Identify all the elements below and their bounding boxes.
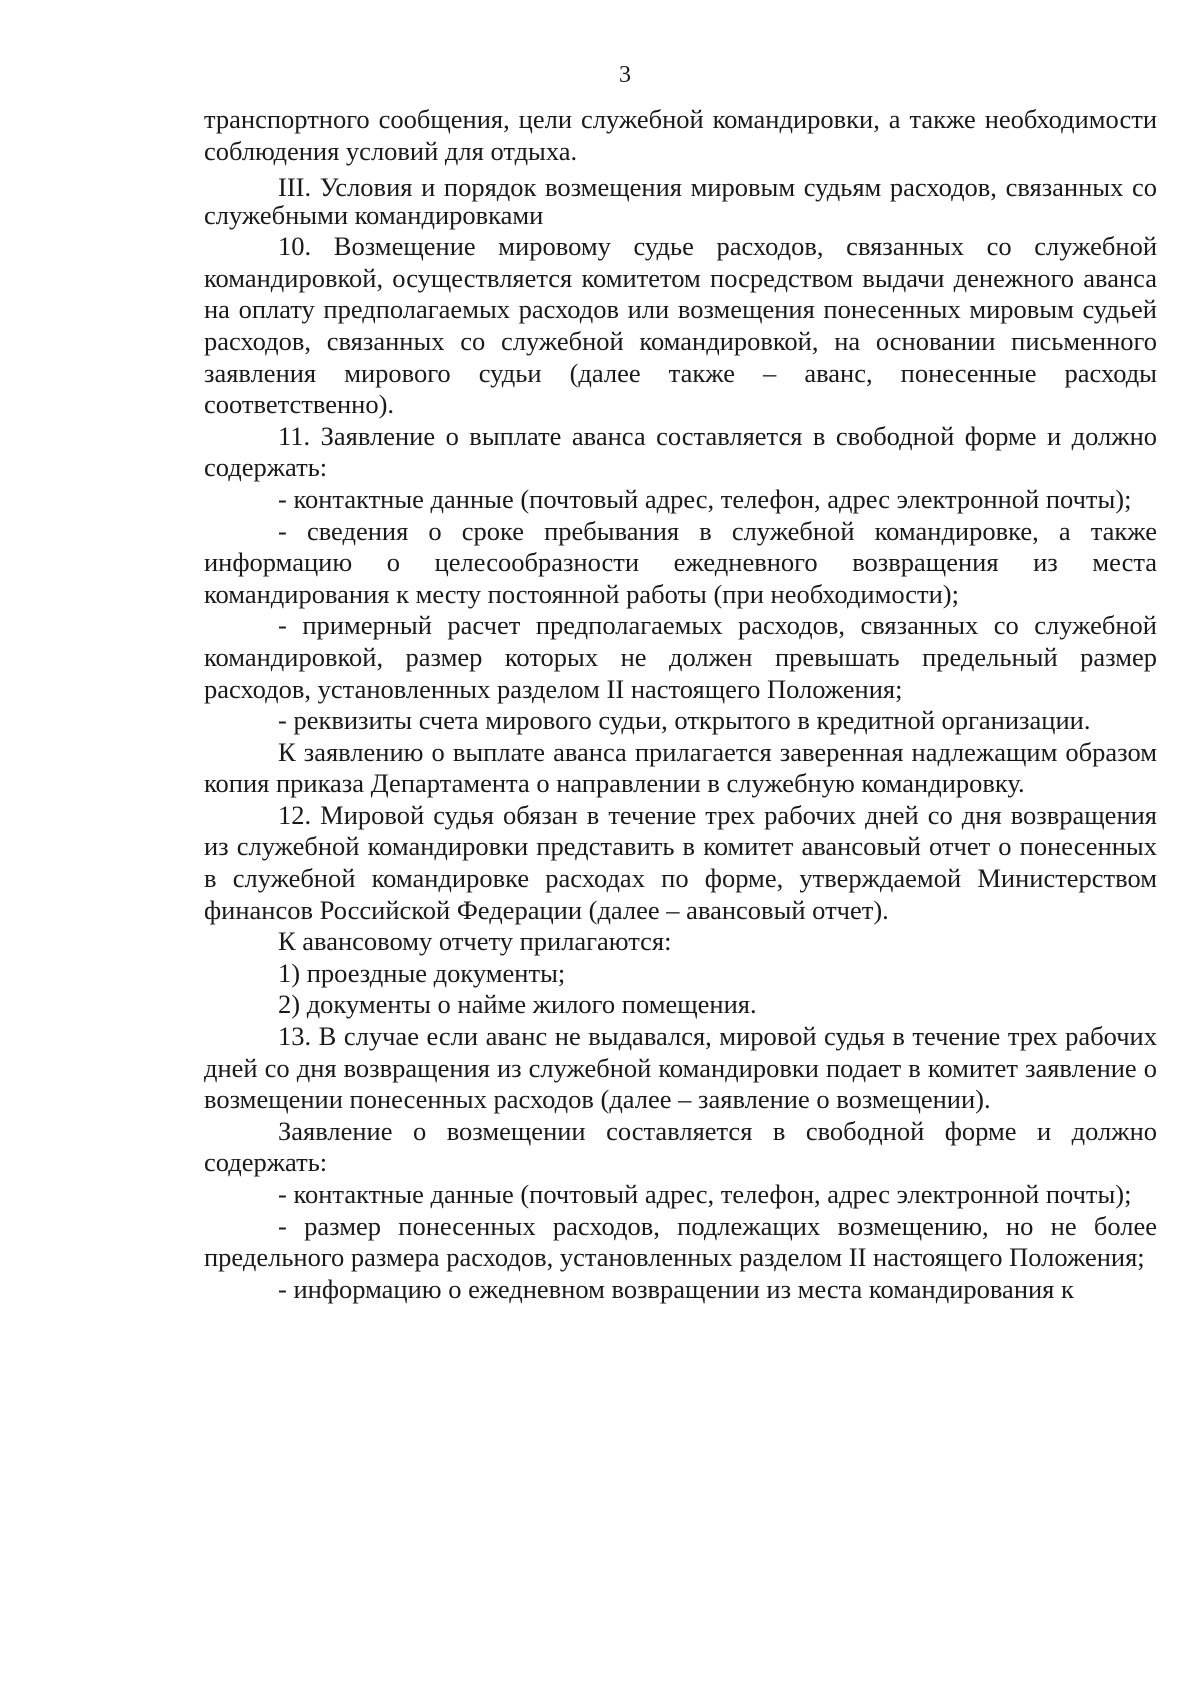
list-item: - информацию о ежедневном возвращении из места командирования к: [278, 1273, 1074, 1304]
list-item: - контактные данные (почтовый адрес, телефон, адрес электронной почты);: [278, 483, 1132, 514]
paragraph: К авансовому отчету прилагаются:: [278, 926, 672, 957]
list-item: - контактные данные (почтовый адрес, телефон, адрес электронной почты);: [278, 1179, 1132, 1209]
list-item: - реквизиты счета мирового судьи, открытого в кредитной организации.: [278, 705, 1091, 736]
page-number: 3: [619, 62, 631, 88]
section-heading: III. Условия и порядок возмещения мировым судьям расходов, связанных со служебными командировками: [204, 172, 1157, 231]
paragraph: 13. В случае если аванс не выдавался, мировой судья в течение трех рабочих дней со дня возвращения из служебной командировки подает в комитет заявление о возмещении понесенных расходов (далее – заявление о возмещении).: [204, 1021, 1157, 1115]
paragraph: 12. Мировой судья обязан в течение трех рабочих дней со дня возвращения из служебной командировки представить в комитет авансовый отчет о понесенных в служебной командировке расходах по форме, утверждаемой Министерством финансов Российской Федерации (далее – авансовый отчет).: [204, 799, 1157, 925]
paragraph: 11. Заявление о выплате аванса составляется в свободной форме и должно содержать:: [204, 420, 1157, 483]
document-body: [204, 104, 1157, 1305]
list-item: 2) документы о найме жилого помещения.: [278, 989, 757, 1020]
paragraph: К заявлению о выплате аванса прилагается заверенная надлежащим образом копия приказа Департамента о направлении в служебную командировку.: [204, 736, 1157, 799]
list-item: - примерный расчет предполагаемых расходов, связанных со служебной командировкой, размер которых не должен превышать предельный размер расходов, установленных разделом II настоящего Положения;: [204, 610, 1157, 704]
paragraph: Заявление о возмещении составляется в свободной форме и должно содержать:: [204, 1115, 1157, 1178]
paragraph: 10. Возмещение мировому судье расходов, связанных со служебной командировкой, осуществляется комитетом посредством выдачи денежного аванса на оплату предполагаемых расходов или возмещения понесенных мировым судьей расходов, связанных со служебной командировкой, на основании письменного заявления мирового судьи (далее также – аванс, понесенные расходы соответственно).: [204, 231, 1157, 420]
list-item: 1) проездные документы;: [278, 957, 566, 988]
paragraph-continuation: транспортного сообщения, цели служебной командировки, а также необходимости соблюдения условий для отдыха.: [204, 104, 1157, 166]
list-item: - сведения о сроке пребывания в служебной командировке, а также информацию о целесообразности ежедневного возвращения из места командирования к месту постоянной работы (при необходимости);: [204, 515, 1157, 609]
list-item: - размер понесенных расходов, подлежащих возмещению, но не более предельного размера расходов, установленных разделом II настоящего Положения;: [204, 1210, 1157, 1273]
